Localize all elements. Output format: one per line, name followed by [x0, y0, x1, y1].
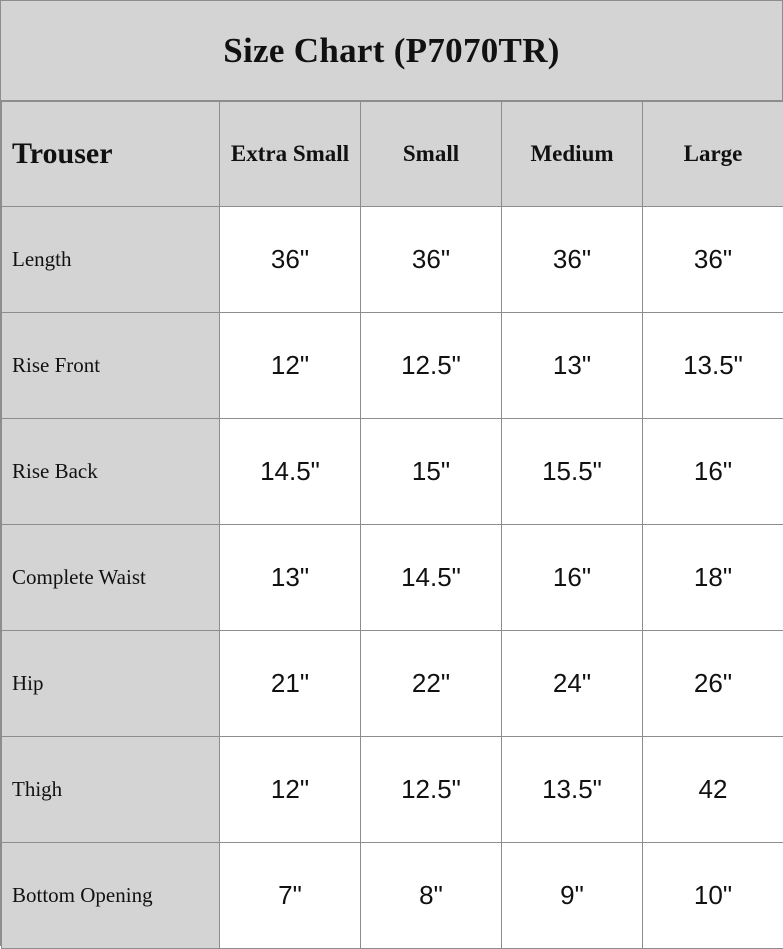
page-title: Size Chart (P7070TR): [1, 1, 782, 101]
cell-rise-front-medium: 13": [502, 313, 643, 419]
cell-rise-front-small: 12.5": [361, 313, 502, 419]
table-row: [2, 313, 783, 419]
cell-length-large: 36": [643, 207, 783, 313]
cell-rise-front-large: 13.5": [643, 313, 783, 419]
cell-thigh-large: 42: [643, 737, 783, 843]
table-row: [2, 737, 783, 843]
cell-complete-waist-extra-small: 13": [220, 525, 361, 631]
table-row: [2, 525, 783, 631]
cell-length-medium: 36": [502, 207, 643, 313]
row-label-rise-front: Rise Front: [2, 313, 220, 419]
cell-bottom-opening-small: 8": [361, 843, 502, 949]
cell-hip-medium: 24": [502, 631, 643, 737]
row-label-rise-back: Rise Back: [2, 419, 220, 525]
column-header-medium: Medium: [502, 102, 643, 207]
column-header-small: Small: [361, 102, 502, 207]
cell-bottom-opening-medium: 9": [502, 843, 643, 949]
cell-thigh-medium: 13.5": [502, 737, 643, 843]
row-label-complete-waist: Complete Waist: [2, 525, 220, 631]
cell-rise-back-medium: 15.5": [502, 419, 643, 525]
row-label-length: Length: [2, 207, 220, 313]
table-row: [2, 419, 783, 525]
row-label-bottom-opening: Bottom Opening: [2, 843, 220, 949]
cell-bottom-opening-large: 10": [643, 843, 783, 949]
cell-hip-extra-small: 21": [220, 631, 361, 737]
table-row: [2, 207, 783, 313]
cell-thigh-extra-small: 12": [220, 737, 361, 843]
cell-length-small: 36": [361, 207, 502, 313]
cell-length-extra-small: 36": [220, 207, 361, 313]
cell-bottom-opening-extra-small: 7": [220, 843, 361, 949]
row-label-thigh: Thigh: [2, 737, 220, 843]
table-row: [2, 631, 783, 737]
size-chart-table: [1, 101, 783, 949]
cell-rise-back-small: 15": [361, 419, 502, 525]
cell-rise-front-extra-small: 12": [220, 313, 361, 419]
column-header-trouser: Trouser: [2, 102, 220, 207]
cell-hip-small: 22": [361, 631, 502, 737]
cell-thigh-small: 12.5": [361, 737, 502, 843]
row-label-hip: Hip: [2, 631, 220, 737]
cell-complete-waist-large: 18": [643, 525, 783, 631]
cell-rise-back-extra-small: 14.5": [220, 419, 361, 525]
column-header-large: Large: [643, 102, 783, 207]
column-header-extra-small: Extra Small: [220, 102, 361, 207]
cell-rise-back-large: 16": [643, 419, 783, 525]
cell-hip-large: 26": [643, 631, 783, 737]
cell-complete-waist-small: 14.5": [361, 525, 502, 631]
table-row: [2, 843, 783, 949]
cell-complete-waist-medium: 16": [502, 525, 643, 631]
table-header-row: [2, 102, 783, 207]
